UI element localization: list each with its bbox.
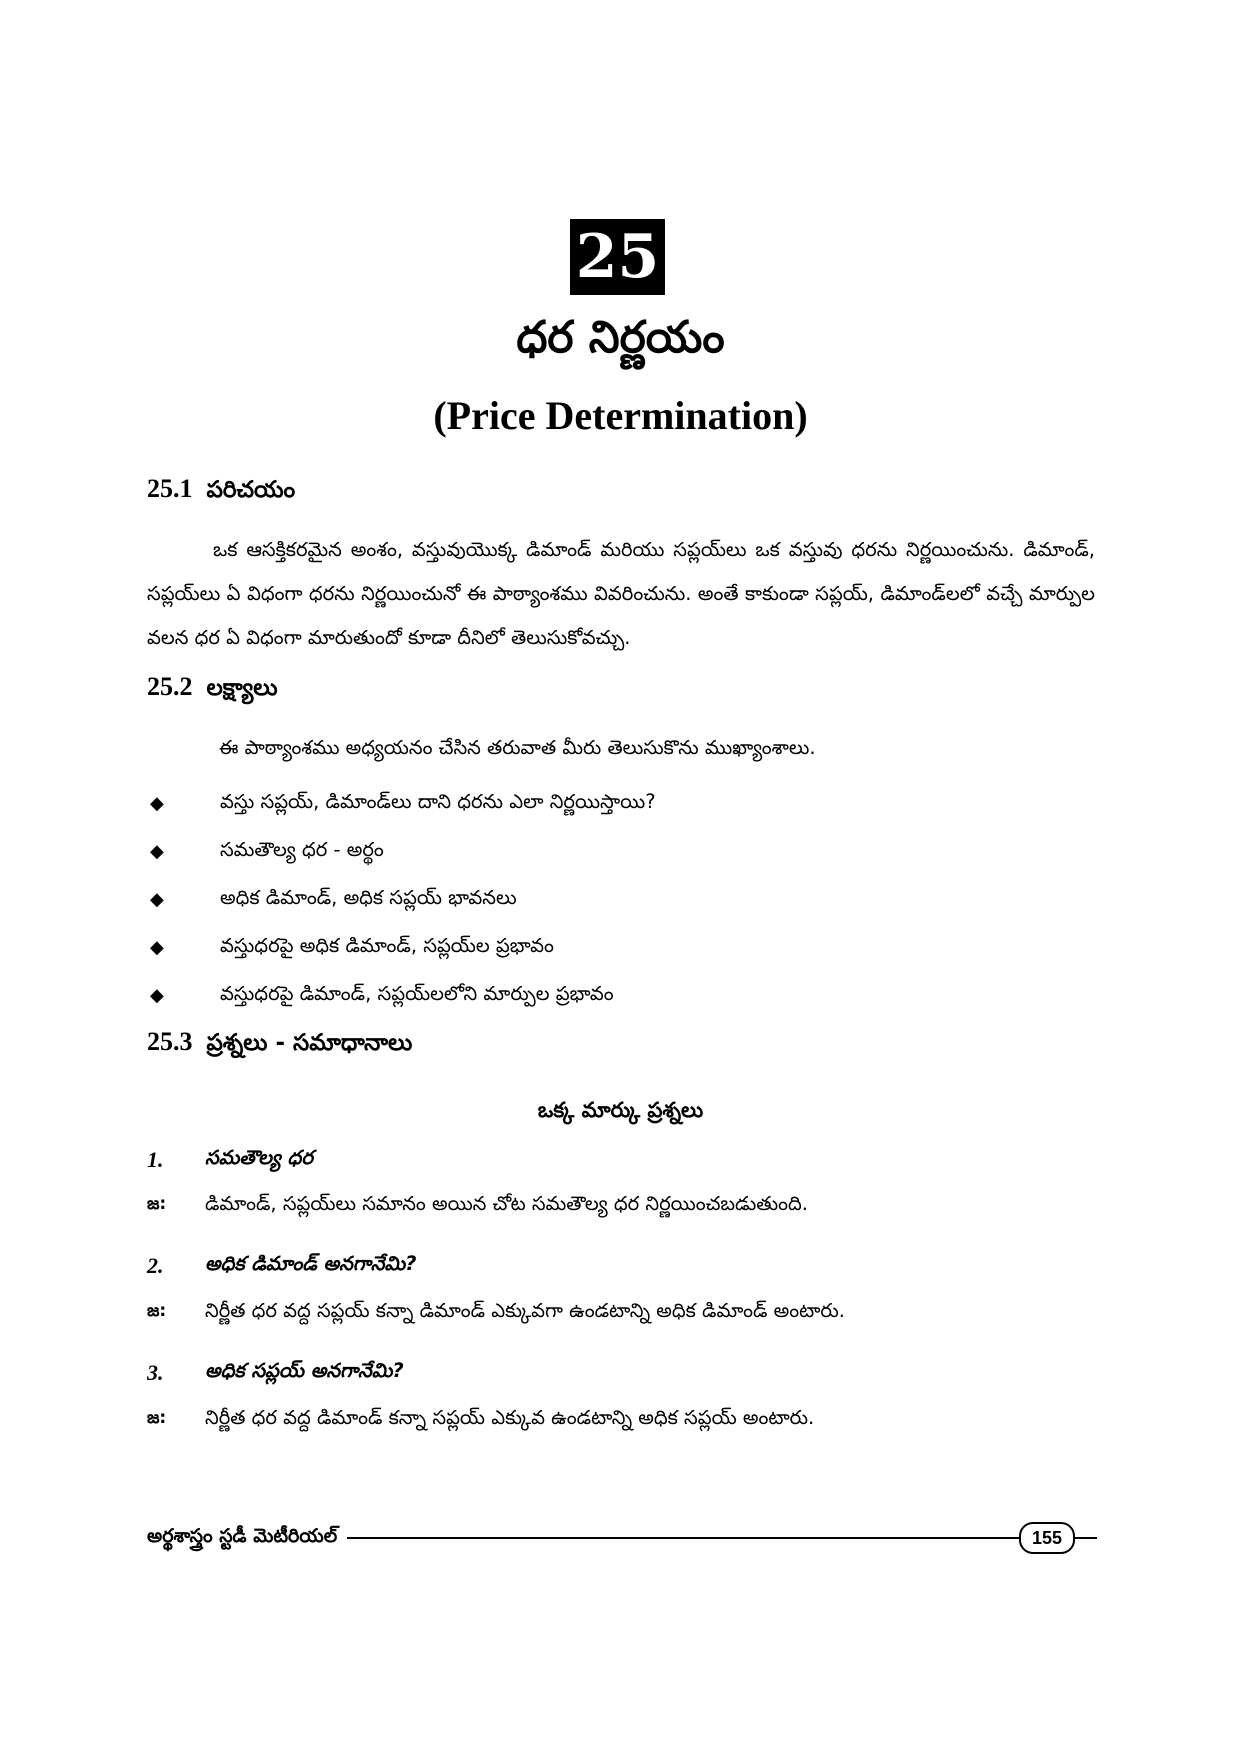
diamond-bullet-icon: ◆ [150,937,164,958]
question-text: అధిక సప్లయ్ అనగానేమి? [205,1359,404,1382]
section-title: పరిచయం [206,477,296,503]
question-row [147,1356,1095,1390]
question-number: 2. [147,1253,164,1278]
list-item-text: అధిక డిమాండ్, అధిక సప్లయ్ భావనలు [220,886,517,909]
introduction-paragraph: ఒక ఆసక్తికరమైన అంశం, వస్తువుయొక్క డిమాండ్ మరియు సప్లయ్‌లు ఒక వస్తువు ధరను నిర్ణయించును. డిమాండ్, సప్లయ్‌లు ఏ విధంగా ధరను నిర్ణయించునో ఈ పాఠ్యాంశము వివరించును. అంతే కాకుండా సప్లయ్, డిమాండ్‌లలో వచ్చే మార్పుల వలన ధర ఏ విధంగా మారుతుందో కూడా దీనిలో తెలుసుకోవచ్చు. [147,538,1095,649]
chapter-title-telugu: ధర నిర్ణయం [516,312,725,363]
question-row [147,1143,1095,1177]
question-number: 1. [147,1147,164,1172]
answer-text: డిమాండ్, సప్లయ్‌లు సమానం అయిన చోట సమతౌల్య ధర నిర్ణయించబడుతుంది. [205,1192,808,1215]
question-row [147,1249,1095,1283]
diamond-bullet-icon: ◆ [150,841,164,862]
answer-row [147,1189,1095,1223]
section-title: లక్ష్యాలు [206,675,278,701]
diamond-bullet-icon: ◆ [150,793,164,814]
diamond-bullet-icon: ◆ [150,889,164,910]
question-text: సమతౌల్య ధర [205,1146,313,1169]
section-heading-introduction [147,474,295,509]
question-number: 3. [147,1360,164,1385]
footer-book-title: అర్థశాస్త్రం స్టడీ మెటీరియల్ [147,1524,338,1547]
answer-text: నిర్ణీత ధర వద్ద డిమాండ్ కన్నా సప్లయ్ ఎక్కువ ఉండటాన్ని అధిక సప్లయ్ అంటారు. [205,1406,815,1429]
answer-marker: జ: [147,1408,167,1428]
footer-divider-tail [1075,1537,1097,1539]
list-item [150,876,1090,924]
list-item [150,780,1090,828]
one-mark-questions-heading: ఒక్క మార్కు ప్రశ్నలు [537,1098,704,1122]
list-item-text: వస్తు సప్లయ్, డిమాండ్‌లు దాని ధరను ఎలా నిర్ణయిస్తాయి? [220,790,656,813]
page-number: 155 [1019,1522,1075,1554]
answer-text: నిర్ణీత ధర వద్ద సప్లయ్ కన్నా డిమాండ్ ఎక్కువగా ఉండటాన్ని అధిక డిమాండ్ అంటారు. [205,1299,845,1322]
answer-row [147,1296,1095,1330]
page-footer [147,1518,1097,1558]
answer-marker: జ: [147,1301,167,1321]
chapter-title-english: (Price Determination) [433,393,808,438]
objectives-intro-text: ఈ పాఠ్యాంశము అధ్యయనం చేసిన తరువాత మీరు తెలుసుకొను ముఖ్యాంశాలు. [219,736,816,759]
question-text: అధిక డిమాండ్ అనగానేమి? [205,1252,417,1275]
answer-marker: జ: [147,1194,167,1214]
section-number: 25.3 [147,1027,193,1056]
objectives-list [150,780,1090,1020]
section-title: ప్రశ్నలు - సమాధానాలు [206,1030,413,1056]
section-heading-objectives [147,672,278,707]
list-item [150,972,1090,1020]
section-number: 25.2 [147,672,193,701]
chapter-number-badge: 25 [570,219,665,295]
list-item-text: సమతౌల్య ధర - అర్థం [220,838,384,861]
list-item [150,924,1090,972]
list-item-text: వస్తుధరపై అధిక డిమాండ్, సప్లయ్‌ల ప్రభావం [220,934,554,957]
list-item-text: వస్తుధరపై డిమాండ్, సప్లయ్‌లలోని మార్పుల ప్రభావం [220,982,614,1005]
diamond-bullet-icon: ◆ [150,985,164,1006]
footer-divider [347,1537,1019,1539]
section-heading-questions-answers [147,1027,412,1062]
answer-row [147,1403,1095,1437]
list-item [150,828,1090,876]
section-number: 25.1 [147,474,193,503]
